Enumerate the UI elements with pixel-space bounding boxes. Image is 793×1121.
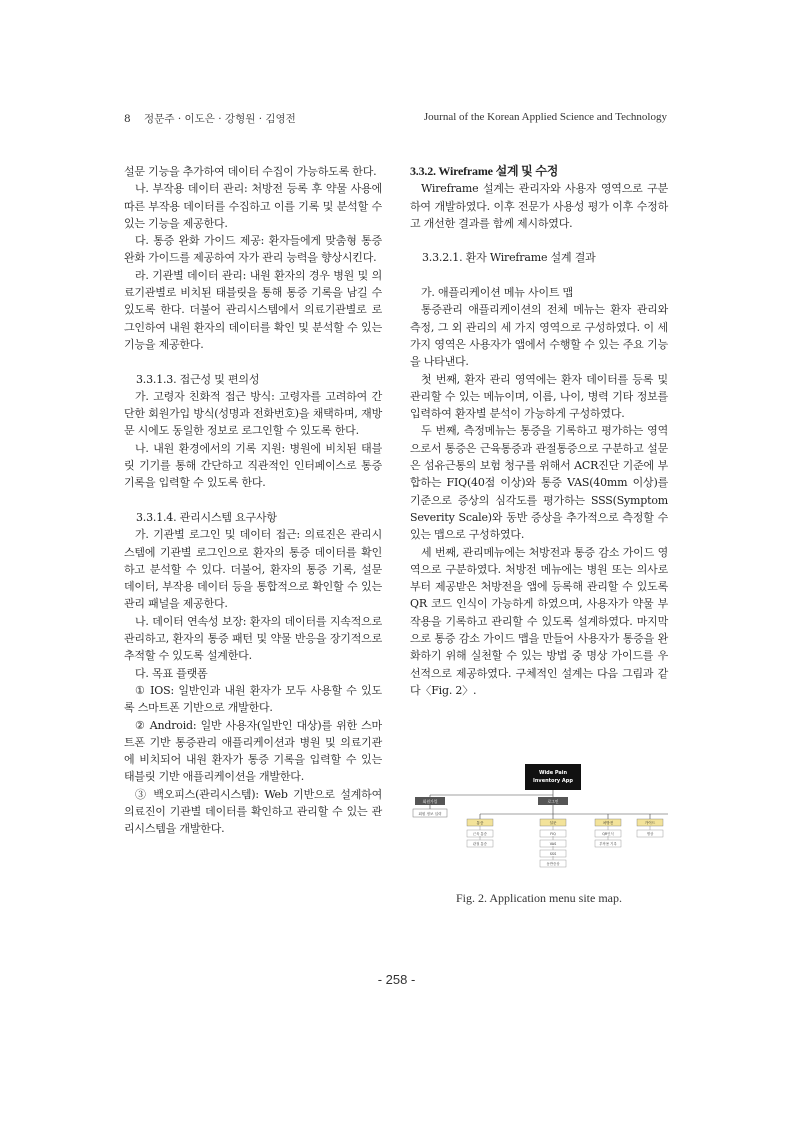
item-label: 부작용 기록 — [599, 842, 617, 846]
left-paragraph: 라. 기관별 데이터 관리: 내원 환자의 경우 병원 및 의료기관별로 비치된 태블릿을 통해 통증 기록을 남길 수 있도록 한다. 더불어 관리시스템에서 의료기관별로 로그인하여 내원 환자의 데이터를 확인 및 분석할 수 있는 기능을 제공한다. — [124, 268, 382, 351]
site-map-figure — [410, 762, 668, 882]
right-paragraph — [410, 267, 668, 284]
left-paragraph: 설문 기능을 추가하여 데이터 수집이 가능하도록 한다. — [124, 165, 377, 178]
right-paragraph: 두 번째, 측정메뉴는 통증을 기록하고 평가하는 영역으로서 통증은 근육통증과 관절통증으로 구분하고 설문은 섬유근통의 보험 청구를 위해서 ACR진단 기준에 부합하는 FIQ(40점 이상)와 통증 VAS(40mm 이상)를 기준으로 증상의 심각도를 평가하는 SSS(Symptom Severity Scale)와 동반 증상을 추가적으로 측정할 수 있는 맵으로 구성하였다. — [410, 424, 668, 542]
header-left — [124, 111, 296, 126]
category-label: 설문 — [549, 821, 557, 826]
authors: 정문주 · 이도은 · 강형원 · 김영전 — [144, 113, 296, 125]
right-paragraph: 가. 애플리케이션 메뉴 사이트 맵 — [421, 286, 574, 300]
item-label: 명상 — [646, 832, 654, 836]
item-label: VAS — [549, 842, 557, 846]
right-column — [410, 163, 668, 699]
right-paragraph: 3.3.2. Wireframe 설계 및 수정 — [410, 164, 559, 178]
signup-child-label: 회원 정보 입력 — [418, 812, 442, 816]
item-label: FIQ — [550, 832, 556, 836]
figure-caption: Fig. 2. Application menu site map. — [456, 891, 622, 905]
left-paragraph: 3.3.1.4. 관리시스템 요구사항 — [136, 510, 277, 524]
left-column — [124, 163, 382, 838]
left-paragraph: 가. 기관별 로그인 및 데이터 접근: 의료진은 관리시스템에 기관별 로그인으로 환자의 통증 데이터를 확인하고 분석할 수 있다. 더불어, 환자의 통증 기록, 설문 데이터, 부작용 데이터 등을 통합적으로 확인할 수 있는 관리 패널을 제공한다. — [124, 528, 382, 611]
left-paragraph: ② Android: 일반 사용자(일반인 대상)를 위한 스마트폰 기반 통증관리 애플리케이션과 병원 및 의료기관에 비치되어 내원 환자가 통증 기록을 입력할 수 있는 태블릿 기반 애플리케이션을 개발한다. — [124, 718, 382, 784]
site-map-diagram — [410, 762, 668, 882]
right-paragraph: Wireframe 설계는 관리자와 사용자 영역으로 구분하여 개발하였다. 이후 전문가 사용성 평가 이후 수정하고 개선한 결과를 함께 제시하였다. — [410, 182, 668, 230]
right-paragraph — [410, 232, 668, 249]
page-footer: - 258 - — [377, 972, 416, 987]
left-paragraph: 다. 통증 완화 가이드 제공: 환자들에게 맞춤형 통증 완화 가이드를 제공하여 자가 관리 능력을 향상시킨다. — [124, 234, 382, 265]
left-paragraph: ③ 백오피스(관리시스템): Web 기반으로 설계하여 의료진이 기관별 데이터를 확인하고 관리할 수 있는 관리시스템을 개발한다. — [124, 787, 382, 836]
left-paragraph: 나. 데이터 연속성 보장: 환자의 데이터를 지속적으로 관리하고, 환자의 통증 패턴 및 약물 반응을 장기적으로 추적할 수 있도록 설계한다. — [124, 614, 382, 663]
root-node — [525, 764, 581, 790]
item-label: 관절 통증 — [472, 842, 488, 846]
right-paragraph: 통증관리 애플리케이션의 전체 메뉴는 환자 관리와 측정, 그 외 관리의 세 가지 영역으로 구성하였다. 이 세 가지 영역은 사용자가 앱에서 수행할 수 있는 주요 기능을 나타낸다. — [410, 303, 668, 369]
signup-label: 회원가입 — [422, 799, 438, 804]
left-paragraph: ① IOS: 일반인과 내원 환자가 모두 사용할 수 있도록 스마트폰 기반으로 개발한다. — [124, 683, 382, 715]
right-paragraph: 세 번째, 관리메뉴에는 처방전과 통증 감소 가이드 영역으로 구분하였다. 처방전 메뉴에는 병원 또는 의사로부터 제공받은 처방전을 앱에 등록해 관리할 수 있도록 QR 코드 인식이 가능하게 하였으며, 사용자가 약물 부작용을 기록하고 관리할 수 있도록 설계하였다. 마지막으로 통증 감소 가이드 맵을 만들어 사용자가 통증을 완화하기 위해 실천할 수 있는 방법 중 명상 가이드를 우선적으로 제공하였다. 구체적인 설계는 다음 그림과 같다〈Fig. 2〉. — [410, 545, 668, 697]
category-label: 가이드 — [644, 821, 656, 826]
left-paragraph: 나. 내원 환경에서의 기록 지원: 병원에 비치된 태블릿 기기를 통해 간단하고 직관적인 인터페이스로 통증 기록을 입력할 수 있도록 한다. — [124, 441, 382, 490]
category-label: 통증 — [476, 821, 484, 826]
left-paragraph: 가. 고령자 친화적 접근 방식: 고령자를 고려하여 간단한 회원가입 방식(성명과 전화번호)을 채택하며, 재방문 시에도 동일한 정보로 로그인할 수 있도록 한다. — [124, 389, 382, 438]
page-header — [124, 111, 667, 127]
page-number: 8 — [124, 113, 131, 125]
journal-name: Journal of the Korean Applied Science and Technology — [423, 111, 667, 123]
left-paragraph: 나. 부작용 데이터 관리: 처방전 등록 후 약물 사용에 따른 부작용 데이터를 수집하고 이를 기록 및 분석할 수 있는 기능을 제공한다. — [124, 182, 382, 230]
category-label: 처방전 — [602, 821, 614, 826]
left-paragraph: 3.3.1.3. 접근성 및 편의성 — [136, 372, 260, 386]
root-label-2: Inventory App — [533, 778, 573, 784]
right-paragraph: 3.3.2.1. 환자 Wireframe 설계 결과 — [422, 251, 596, 265]
login-label: 로그인 — [547, 799, 559, 804]
left-paragraph — [124, 492, 382, 509]
root-label: Wide Pain — [538, 770, 568, 776]
category-group — [467, 819, 663, 867]
item-label: QR인식 — [602, 832, 614, 836]
item-label: SSS — [549, 852, 557, 856]
item-label: 동반증상 — [546, 862, 560, 866]
item-label: 근육 통증 — [472, 832, 488, 836]
left-paragraph — [124, 353, 382, 370]
right-paragraph: 첫 번째, 환자 관리 영역에는 환자 데이터를 등록 및 관리할 수 있는 메뉴이며, 이름, 나이, 병력 기타 정보를 입력하여 환자별 분석이 가능하게 구성하였다. — [410, 372, 668, 421]
left-paragraph: 다. 목표 플랫폼 — [135, 666, 208, 680]
